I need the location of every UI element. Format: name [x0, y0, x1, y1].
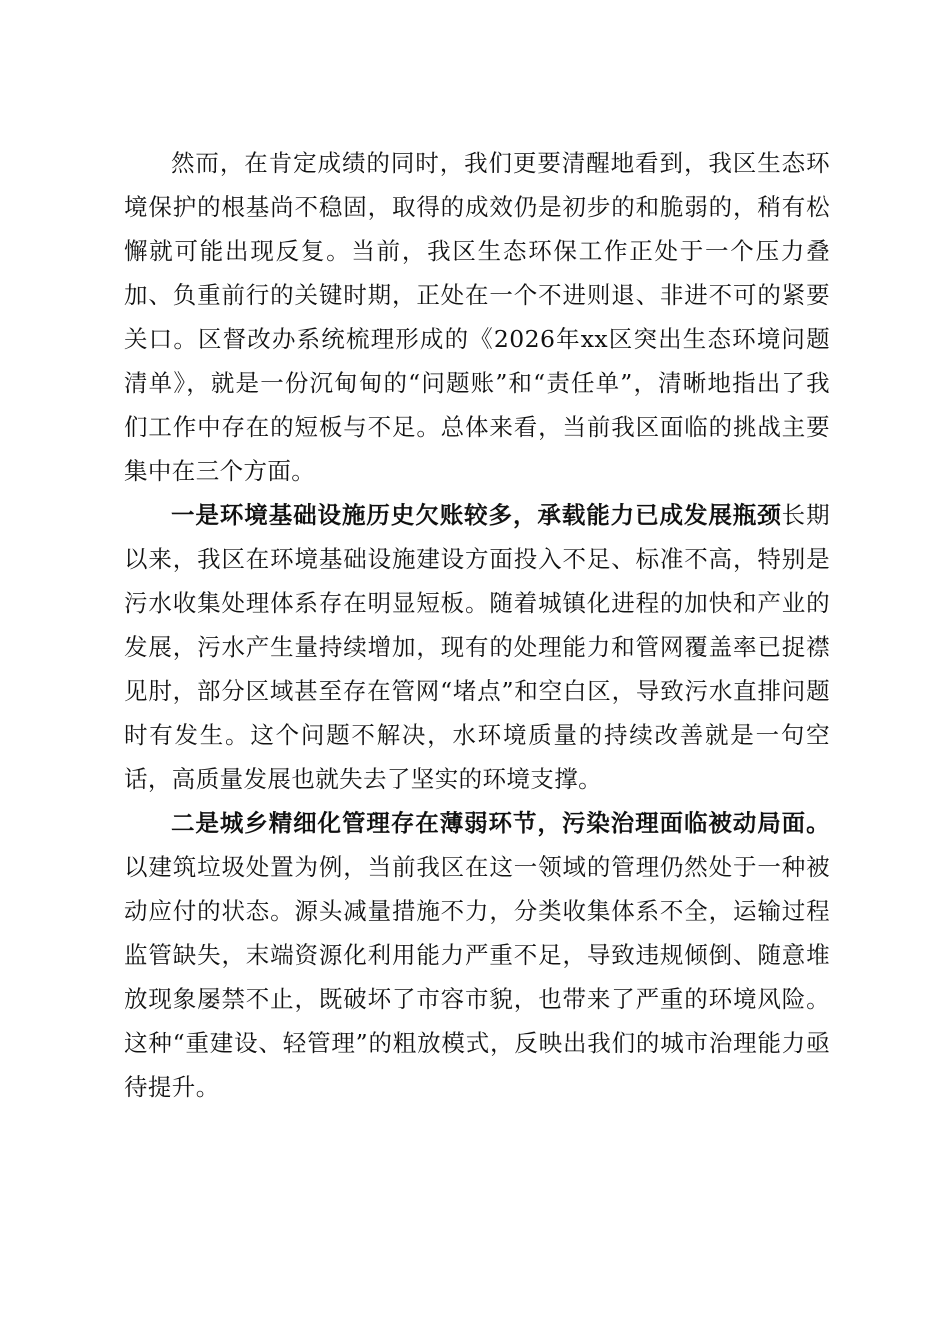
paragraph-section-2 — [124, 801, 830, 1109]
paragraph-intro-text: 然而，在肯定成绩的同时，我们更要清醒地看到，我区生态环境保护的根基尚不稳固，取得的成效仍是初步的和脆弱的，稍有松懈就可能出现反复。当前，我区生态环保工作正处于一个压力叠加、负重前行的关键时期，正处在一个不进则退、非进不可的紧要关口。区督改办系统梳理形成的《2026年xx区突出生态环境问题清单》，就是一份沉甸甸的“问题账”和“责任单”，清晰地指出了我们工作中存在的短板与不足。总体来看，当前我区面临的挑战主要集中在三个方面。 — [124, 149, 830, 485]
paragraph-intro — [124, 141, 830, 493]
section-2-heading: 二是城乡精细化管理存在薄弱环节，污染治理面临被动局面。 — [171, 809, 830, 837]
section-2-body: 以建筑垃圾处置为例，当前我区在这一领域的管理仍然处于一种被动应付的状态。源头减量措施不力，分类收集体系不全，运输过程监管缺失，末端资源化利用能力严重不足，导致违规倾倒、随意堆放现象屡禁不止，既破坏了市容市貌，也带来了严重的环境风险。这种“重建设、轻管理”的粗放模式，反映出我们的城市治理能力亟待提升。 — [124, 853, 830, 1101]
paragraph-section-1 — [124, 493, 830, 801]
document-body — [124, 141, 830, 1109]
section-1-body: 长期以来，我区在环境基础设施建设方面投入不足、标准不高，特别是污水收集处理体系存在明显短板。随着城镇化进程的加快和产业的发展，污水产生量持续增加，现有的处理能力和管网覆盖率已捉襟见肘，部分区域甚至存在管网“堵点”和空白区，导致污水直排问题时有发生。这个问题不解决，水环境质量的持续改善就是一句空话，高质量发展也就失去了坚实的环境支撑。 — [124, 501, 830, 793]
section-1-heading: 一是环境基础设施历史欠账较多，承载能力已成发展瓶颈 — [171, 501, 782, 529]
